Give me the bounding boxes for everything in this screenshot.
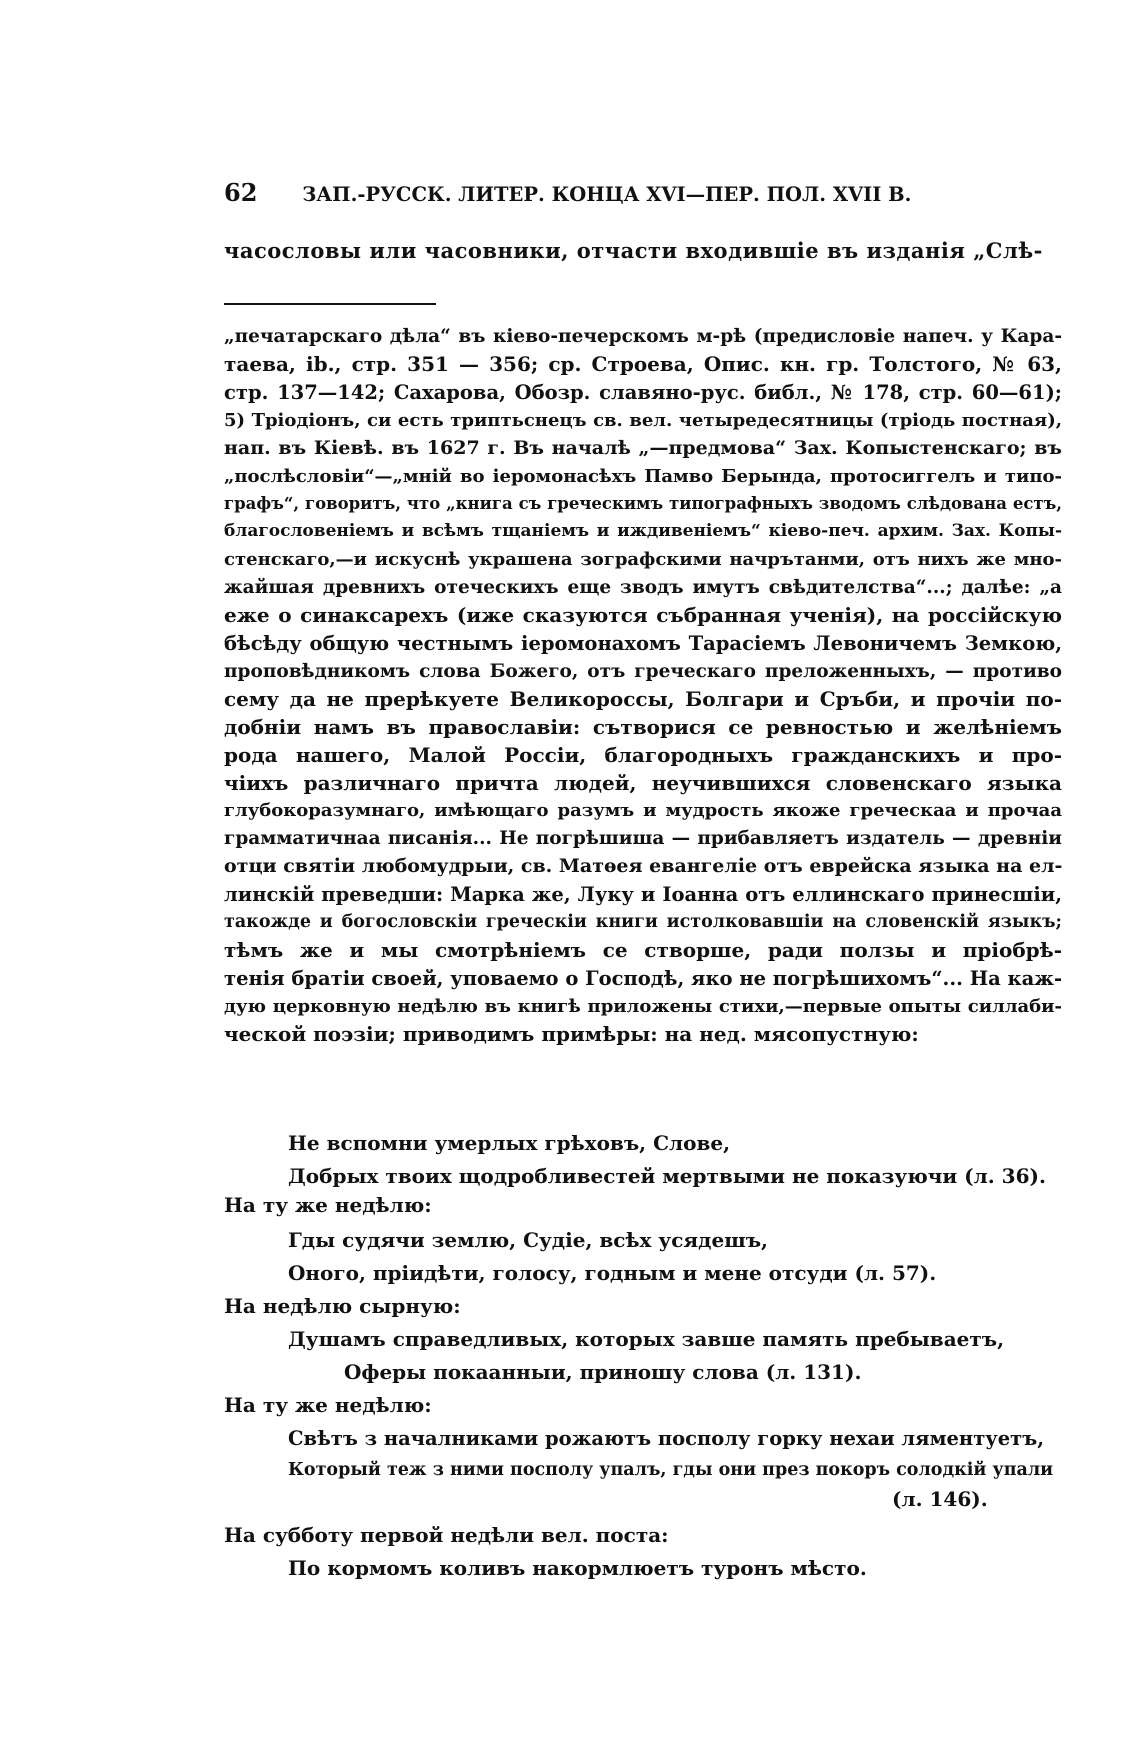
footnote-line: добніи намъ въ православіи: сътворися се ревностью и желѣніемъ bbox=[224, 714, 1062, 739]
main-text-line: часословы или часовники, отчасти входившіе въ изданія „Слѣ- bbox=[224, 238, 1043, 263]
footnote-line: линскій преведши: Марка же, Луку и Іоанна отъ еллинскаго принесшіи, bbox=[224, 883, 1062, 907]
footnote-line: стр. 137—142; Сахарова, Обозр. славяно-рус. библ., № 178, стр. 60—61); bbox=[224, 380, 1062, 404]
footnote-line: еже о синаксарехъ (иже сказуются събранная ученія), на россійскую bbox=[224, 603, 1062, 628]
footnote-line: „печатарскаго дѣла“ въ кіево-печерскомъ м-рѣ (предисловіе напеч. у Кара- bbox=[224, 326, 1062, 347]
footnote-line: чіихъ различнаго причта людей, неучившихся словенскаго языка bbox=[224, 770, 1062, 795]
verse-line: Гды судячи землю, Судіе, всѣх усядешъ, bbox=[288, 1228, 768, 1252]
footnote-rule bbox=[224, 303, 436, 305]
footnote-line: глубокоразумнаго, имѣющаго разумъ и мудрость якоже греческаа и прочаа bbox=[224, 800, 1062, 822]
verse-heading: На субботу первой недѣли вел. поста: bbox=[224, 1523, 669, 1547]
verse-heading: На ту же недѣлю: bbox=[224, 1393, 432, 1417]
footnote-line: стенскаго,—и искуснѣ украшена зографскими начрътанми, отъ нихъ же мно- bbox=[224, 549, 1062, 571]
footnote-line: графъ“, говоритъ, что „книга съ греческимъ типографныхъ зводомъ слѣдована естъ, bbox=[224, 494, 1062, 514]
footnote-line: проповѣдникомъ слова Божего, отъ греческаго преложенныхъ, — противо bbox=[224, 660, 1062, 682]
footnote-line: тенія братіи своей, уповаемо о Господѣ, яко не погрѣшихомъ“... На каж- bbox=[224, 966, 1062, 990]
footnote-line: отци святіи любомудрыи, св. Матѳея евангеліе отъ еврейска языка на ел- bbox=[224, 855, 1062, 878]
footnote-line: нап. въ Кіевѣ. въ 1627 г. Въ началѣ „—предмова“ Зах. Копыстенскаго; въ bbox=[224, 436, 1062, 459]
footnote-line: благословеніемъ и всѣмъ тщаніемъ и иждивеніемъ“ кіево-печ. архим. Зах. Копы- bbox=[224, 521, 1062, 542]
verse-line: Добрых твоих щодробливестей мертвыми не показуючи (л. 36). bbox=[288, 1164, 1046, 1188]
running-header bbox=[224, 178, 924, 207]
footnote-line: таева, ib., стр. 351 — 356; ср. Строева, Опис. кн. гр. Толстого, № 63, bbox=[224, 351, 1062, 376]
footnote-line: такожде и богословскіи греческіи книги истолковавшіи на словенскій языкъ; bbox=[224, 912, 1062, 933]
footnote-line: жайшая древнихъ отеческихъ еще зводъ имутъ свѣдителства“...; далѣе: „а bbox=[224, 577, 1062, 599]
footnote-line: бѣсѣду общую честнымъ іеромонахомъ Тарасіемъ Левоничемъ Земкою, bbox=[224, 631, 1062, 655]
verse-line: Оферы покаанныи, приношу слова (л. 131). bbox=[344, 1360, 862, 1384]
verse-reference: (л. 146). bbox=[892, 1487, 988, 1511]
verse-line: Не вспомни умерлых грѣховъ, Слове, bbox=[288, 1131, 731, 1155]
verse-line: Свѣтъ з началниками рожаютъ посполу горку нехаи ляментуетъ, bbox=[288, 1427, 1045, 1450]
footnote-line: грамматичнаа писанія... Не погрѣшиша — прибавляетъ издатель — древніи bbox=[224, 828, 1062, 850]
footnote-line: рода нашего, Малой Россіи, благородныхъ гражданскихъ и про- bbox=[224, 742, 1062, 767]
footnote-line: дую церковную недѣлю въ книгѣ приложены стихи,—первые опыты силлаби- bbox=[224, 995, 1062, 1017]
verse-heading: На недѣлю сырную: bbox=[224, 1294, 461, 1318]
page-number: 62 bbox=[224, 178, 258, 207]
footnote-line: сему да не прерѣкуете Великороссы, Болгари и Сръби, и прочіи по- bbox=[224, 686, 1062, 711]
footnote-line: ческой поэзіи; приводимъ примѣры: на нед. мясопустную: bbox=[224, 1021, 919, 1046]
running-title: ЗАП.-РУССК. ЛИТЕР. КОНЦА XVI—ПЕР. ПОЛ. XVII В. bbox=[302, 183, 912, 206]
footnote-line: тѣмъ же и мы смотрѣніемъ се створше, ради ползы и пріобрѣ- bbox=[224, 937, 1062, 962]
footnote-line: 5) Тріодіонъ, си есть триптьснецъ св. вел. четыредесятницы (тріодь постная), bbox=[224, 409, 1062, 431]
verse-line: Который теж з ними посполу упалъ, гды они през покоръ солодкій упали bbox=[288, 1460, 1054, 1480]
verse-line: Оного, пріидѣти, голосу, годным и мене отсуди (л. 57). bbox=[288, 1261, 937, 1285]
footnote-block bbox=[224, 323, 1062, 1049]
verse-line: По кормомъ коливъ накормлюетъ туронъ мѣсто. bbox=[288, 1556, 867, 1580]
verse-heading: На ту же недѣлю: bbox=[224, 1193, 432, 1217]
footnote-line: „послѣсловіи“—„мнiй во іеромонасѣхъ Памво Берында, протосиггелъ и типо- bbox=[224, 465, 1062, 487]
verse-line: Душамъ справедливых, которых завше память пребываетъ, bbox=[288, 1327, 1005, 1351]
